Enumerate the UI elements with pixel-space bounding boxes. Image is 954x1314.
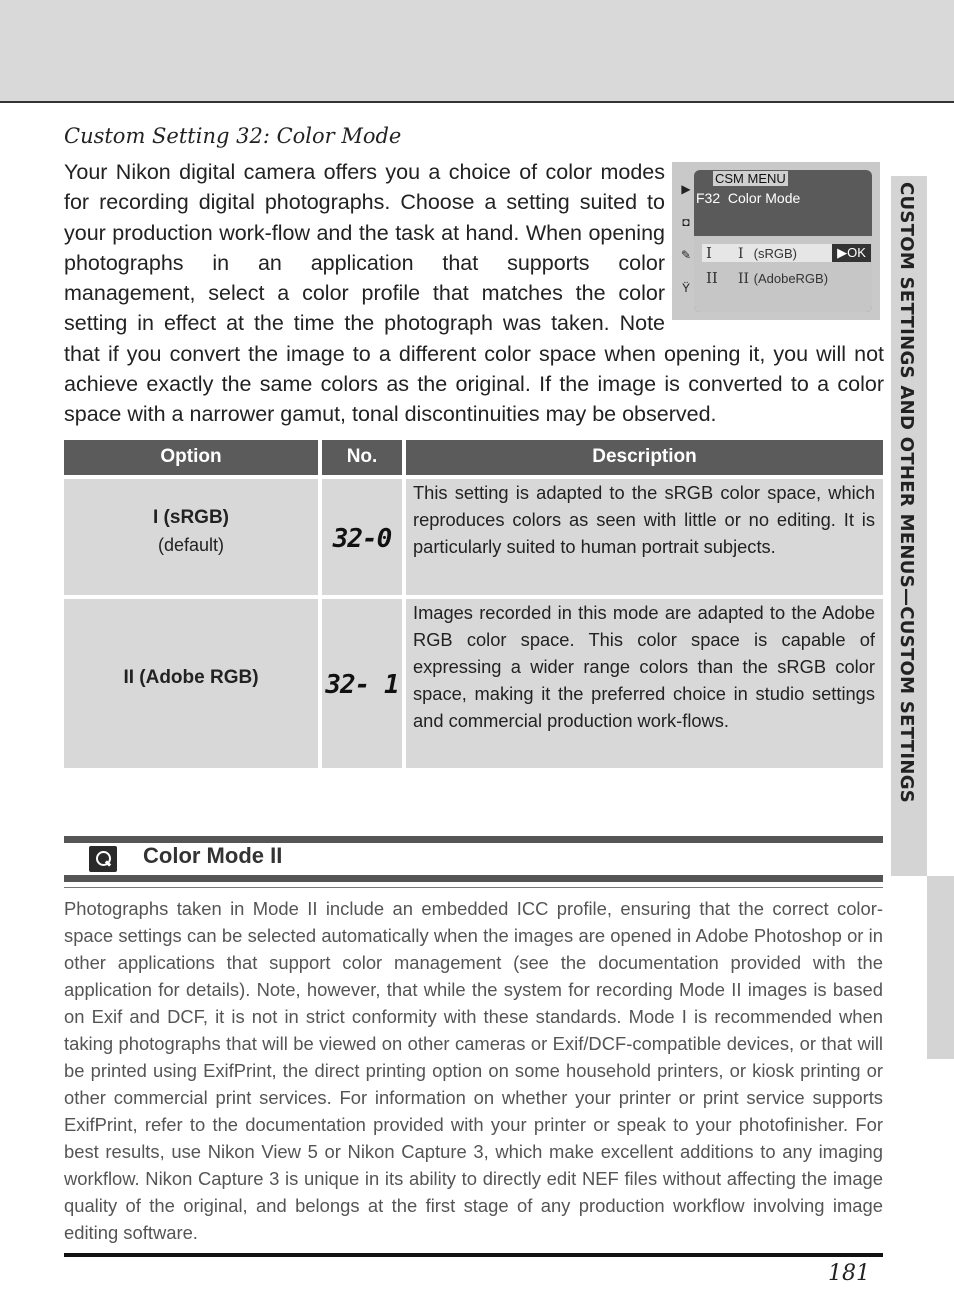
table-header-description: Description xyxy=(406,440,883,475)
lcd-setting-line xyxy=(696,190,800,206)
section-tab-marker xyxy=(927,876,954,1059)
note-top-rule xyxy=(64,836,883,843)
lcd-setting-name: Color Mode xyxy=(727,190,801,206)
option-number: 32- 1 xyxy=(325,670,399,700)
section-tab-label-box xyxy=(892,178,926,903)
play-icon: ▶ xyxy=(681,182,691,196)
option-number: 32-0 xyxy=(332,524,392,554)
tip-icon xyxy=(89,846,117,872)
table-header-option: Option xyxy=(64,440,318,475)
option-name: II (Adobe RGB) xyxy=(123,667,259,688)
pencil-icon: ✎ xyxy=(680,248,692,262)
option-name: I (sRGB) xyxy=(153,507,229,528)
lcd-menu-title: CSM MENU xyxy=(715,171,786,186)
lcd-row-roman: I xyxy=(706,244,712,262)
page-number: 181 xyxy=(828,1261,870,1286)
table-header-number: No. xyxy=(322,440,402,475)
lcd-screenshot xyxy=(672,162,880,320)
note-thin-rule xyxy=(64,887,883,888)
lcd-row-roman-small: I xyxy=(738,246,744,262)
wrench-icon: Ÿ xyxy=(681,281,690,295)
option-description: Images recorded in this mode are adapted to the Adobe RGB color space. This color space is capable of expressing a wider range colors than the sRGB color space, making it the preferred choice in studio settings and commercial production work-flows. xyxy=(413,602,875,731)
camera-icon: ◘ xyxy=(682,215,690,229)
note-bottom-rule xyxy=(64,875,883,882)
lcd-row-srgb xyxy=(706,244,797,262)
page-heading: Custom Setting 32: Color Mode xyxy=(64,124,402,148)
lcd-row-label: (sRGB) xyxy=(753,246,797,261)
lcd-row-roman-small: II xyxy=(738,271,750,287)
section-tab-label: CUSTOM SETTINGS AND OTHER MENUS—CUSTOM SETTINGS xyxy=(896,182,917,804)
lcd-setting-code: F32 xyxy=(696,190,721,206)
option-description: This setting is adapted to the sRGB color space, which reproduces colors as seen with little or no editing. It is particularly suited to human portrait subjects. xyxy=(413,482,875,557)
lcd-row-label: (AdobeRGB) xyxy=(753,271,829,286)
note-body: Photographs taken in Mode II include an embedded ICC profile, ensuring that the correct color-space settings can be selected automatically when the images are opened in Adobe Photoshop or in other applications that support color management (see the documentation provided with the application for details). Note, however, that while the system for recording Mode II images is based on Exif and DCF, it is not in strict conformity with these standards. Mode I is recommended when taking photographs that will be viewed on other cameras or Exif/DCF-compatible devices, or that will be printed using ExifPrint, the direct printing option on some household printers, or kiosk printing or other commercial print services. For information on whether your printer or print service supports ExifPrint, refer to the documentation provided with your printer or speak to your photofinisher. For best results, use Nikon View 5 or Nikon Capture 3, which make excellent additions to any imaging workflow. Nikon Capture 3 is unique in its ability to directly edit NEF files without affecting the image quality of the original, and belongs at the first stage of any production workflow involving image editing software. xyxy=(64,898,883,1243)
lcd-row-adobergb xyxy=(706,269,828,287)
lcd-row-roman: II xyxy=(706,269,718,287)
lcd-ok-indicator: ▶OK xyxy=(832,244,871,262)
footer-rule xyxy=(64,1253,883,1257)
header-band xyxy=(0,0,954,103)
intro-text: Your Nikon digital camera offers you a choice of color modes for recording digital photographs. Choose a setting suited to your production work-flow and the task at hand. When opening photographs in an application that supports color management, select a color profile that matches the color setting in effect at the time the photograph was taken. Note that if you convert the image to a different color space when opening it, you will not achieve exactly the same colors as the original. If the image is converted to a color space with a narrower gamut, tonal discontinuities may be observed. xyxy=(64,160,884,427)
option-sub: (default) xyxy=(157,535,225,555)
note-title: Color Mode II xyxy=(143,843,283,868)
lcd-ok-label: OK xyxy=(847,245,866,260)
